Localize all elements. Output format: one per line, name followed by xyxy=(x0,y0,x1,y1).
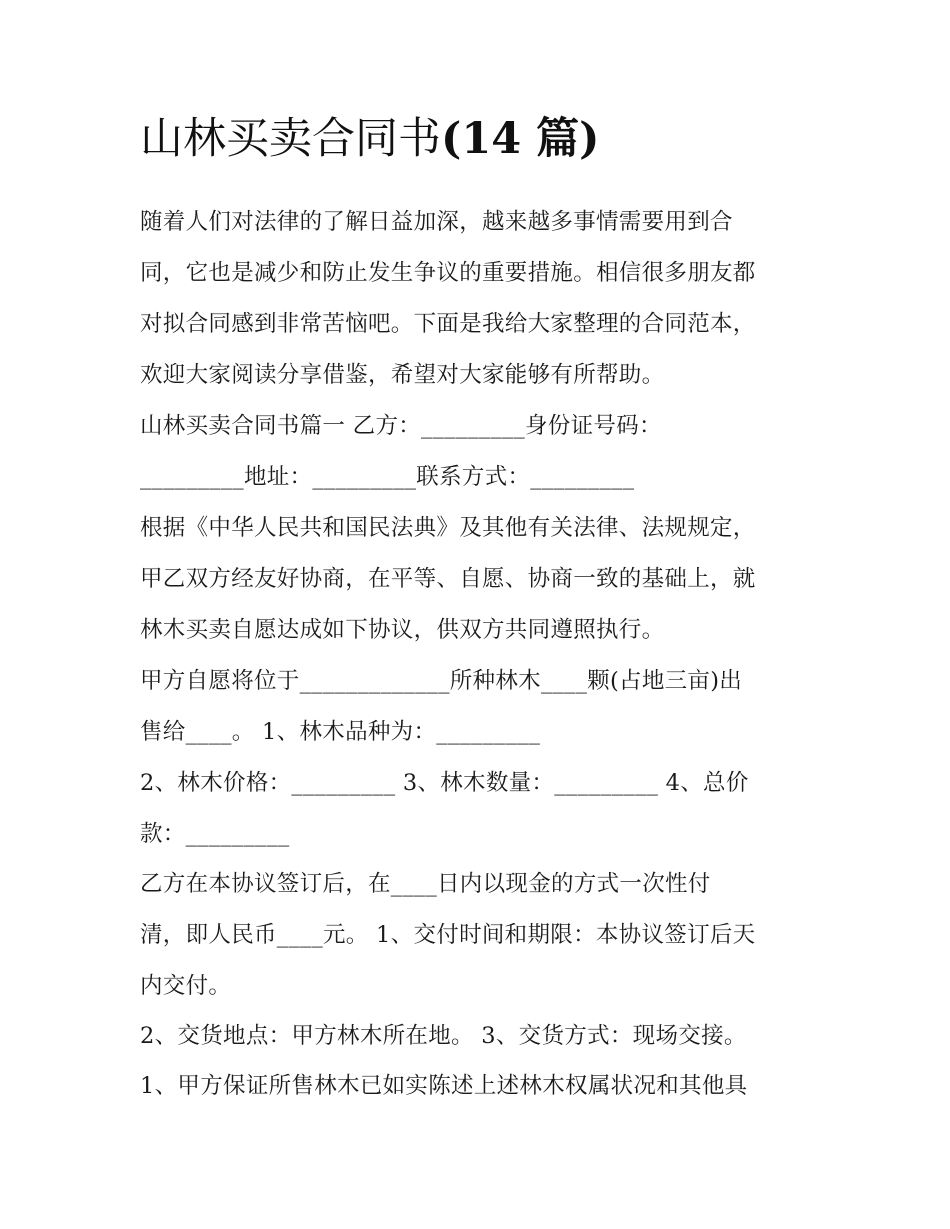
body-line: _________地址：_________联系方式：_________ xyxy=(140,464,635,490)
body-line: 售给____。 1、林木品种为：_________ xyxy=(140,719,541,745)
body-line: 2、交货地点：甲方林木所在地。 3、交货方式：现场交接。 xyxy=(140,1023,747,1049)
body-line: 内交付。 xyxy=(140,973,232,999)
document-title xyxy=(140,114,600,164)
title-main: 山林买卖合同书 xyxy=(140,114,441,164)
body-line: 甲方自愿将位于_____________所种林木____颗(占地三亩)出 xyxy=(140,668,743,694)
body-line: 同，它也是减少和防止发生争议的重要措施。相信很多朋友都 xyxy=(140,260,756,286)
body-line: 1、甲方保证所售林木已如实陈述上述林木权属状况和其他具 xyxy=(140,1073,748,1099)
body-line: 款：_________ xyxy=(140,821,290,847)
body-line: 随着人们对法律的了解日益加深，越来越多事情需要用到合 xyxy=(140,209,733,235)
body-line: 乙方在本协议签订后，在____日内以现金的方式一次性付 xyxy=(140,871,711,897)
title-suffix: (14 篇) xyxy=(441,114,600,164)
body-line: 2、林木价格：_________ 3、林木数量：_________ 4、总价 xyxy=(140,770,749,796)
body-line: 根据《中华人民共和国民法典》及其他有关法律、法规规定， xyxy=(140,515,756,541)
body-line: 清，即人民币____元。 1、交付时间和期限：本协议签订后天 xyxy=(140,922,756,948)
body-line: 山林买卖合同书篇一 乙方：_________身份证号码： xyxy=(140,413,662,439)
body-line: 林木买卖自愿达成如下协议，供双方共同遵照执行。 xyxy=(140,617,665,643)
body-line: 欢迎大家阅读分享借鉴，希望对大家能够有所帮助。 xyxy=(140,362,665,388)
body-line: 对拟合同感到非常苦恼吧。下面是我给大家整理的合同范本， xyxy=(140,311,756,337)
body-line: 甲乙双方经友好协商，在平等、自愿、协商一致的基础上，就 xyxy=(140,566,756,592)
